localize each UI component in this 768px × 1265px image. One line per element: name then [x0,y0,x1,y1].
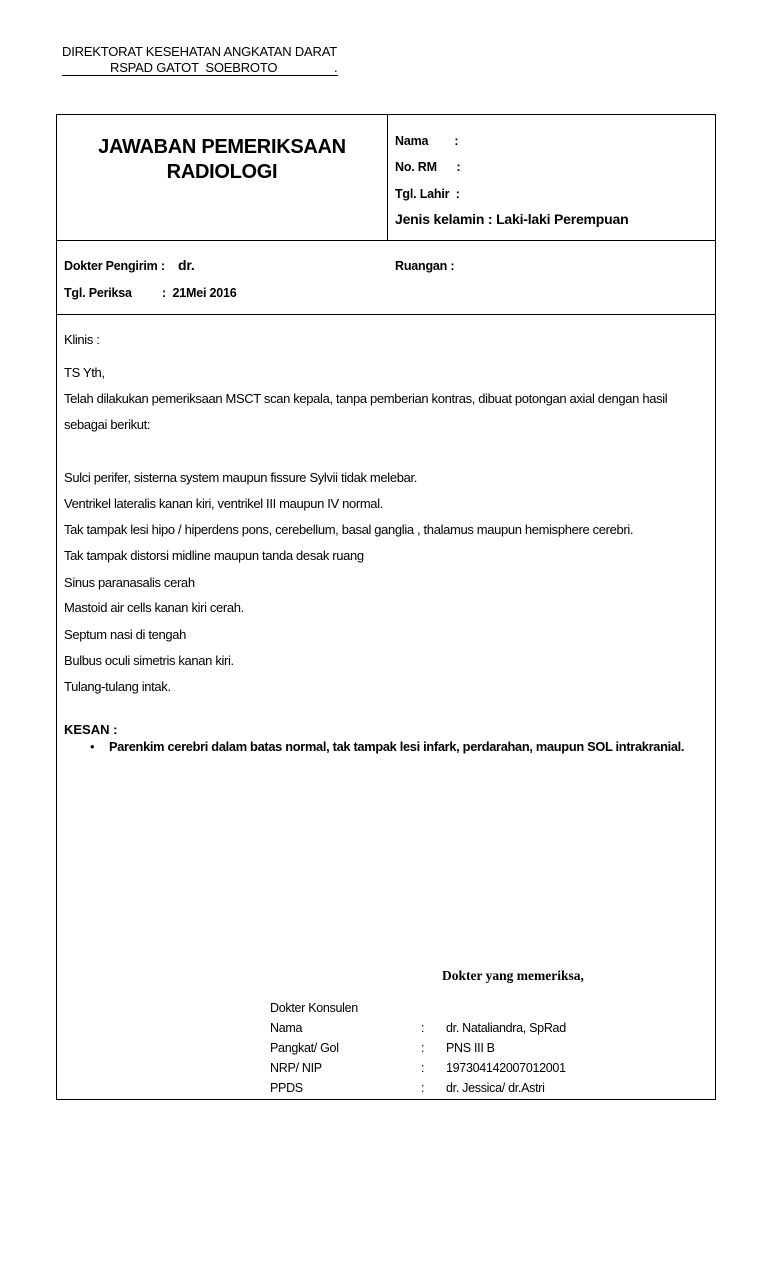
sig-label: NRP/ NIP [270,1061,322,1075]
hospital-name [62,60,338,76]
exam-date-label: Tgl. Periksa [64,286,132,300]
impression-item: Parenkim cerebri dalam batas normal, tak tampak lesi infark, perdarahan, maupun SOL intrakranial. [109,739,685,754]
salutation: TS Yth, [64,365,105,380]
report-form [56,114,716,1100]
patient-dob-field: Tgl. Lahir : [395,187,460,201]
referral-row [57,240,715,315]
sig-label: Nama [270,1021,303,1035]
intro-line-1: Telah dilakukan pemeriksaan MSCT scan kepala, tanpa pemberian kontras, dibuat potongan axial dengan hasil [64,391,668,406]
hospital-name-end: . [334,60,338,75]
sig-sep: : [421,1061,425,1075]
finding-line: Sinus paranasalis cerah [64,575,195,590]
sig-sep: : [421,1021,425,1035]
sig-value: dr. Nataliandra, SpRad [446,1021,566,1035]
impression-title: KESAN : [64,722,118,737]
title-cell [57,115,388,240]
report-title [57,135,387,185]
report-title-line1: JAWABAN PEMERIKSAAN [98,136,346,158]
institution-name: DIREKTORAT KESEHATAN ANGKATAN DARAT [62,44,337,59]
finding-line: Bulbus oculi simetris kanan kiri. [64,653,234,668]
finding-line: Tak tampak lesi hipo / hiperdens pons, cerebellum, basal ganglia , thalamus maupun hemisphere cerebri. [64,522,634,537]
finding-line: Sulci perifer, sisterna system maupun fissure Sylvii tidak melebar. [64,470,417,485]
finding-line: Tak tampak distorsi midline maupun tanda desak ruang [64,548,364,563]
referring-doctor-value: dr. [178,257,195,273]
finding-line: Septum nasi di tengah [64,627,187,642]
finding-line: Ventrikel lateralis kanan kiri, ventrikel III maupun IV normal. [64,496,383,511]
finding-line: Tulang-tulang intak. [64,679,171,694]
patient-gender-field: Jenis kelamin : Laki-laki Perempuan [395,211,629,227]
room-field: Ruangan : [395,259,455,273]
patient-name-field: Nama : [395,134,459,148]
report-title-line2: RADIOLOGI [166,161,278,183]
sig-value: dr. Jessica/ dr.Astri [446,1081,545,1095]
consultant-label: Dokter Konsulen [270,1001,358,1015]
intro-line-2: sebagai berikut: [64,417,151,432]
sig-label: PPDS [270,1081,303,1095]
report-header-row [57,115,715,241]
patient-rm-field: No. RM : [395,160,461,174]
hospital-name-text: RSPAD GATOT SOEBROTO [110,60,278,75]
signature-title: Dokter yang memeriksa, [442,968,584,983]
sig-label: Pangkat/ Gol [270,1041,339,1055]
sig-value: PNS III B [446,1041,495,1055]
bullet-icon: • [90,739,95,754]
referring-doctor-label: Dokter Pengirim : [64,259,165,273]
sig-value: 197304142007012001 [446,1061,566,1075]
sig-sep: : [421,1041,425,1055]
sig-sep: : [421,1081,425,1095]
finding-line: Mastoid air cells kanan kiri cerah. [64,600,244,615]
clinical-label: Klinis : [64,332,100,347]
exam-date-value: : 21Mei 2016 [162,286,237,300]
